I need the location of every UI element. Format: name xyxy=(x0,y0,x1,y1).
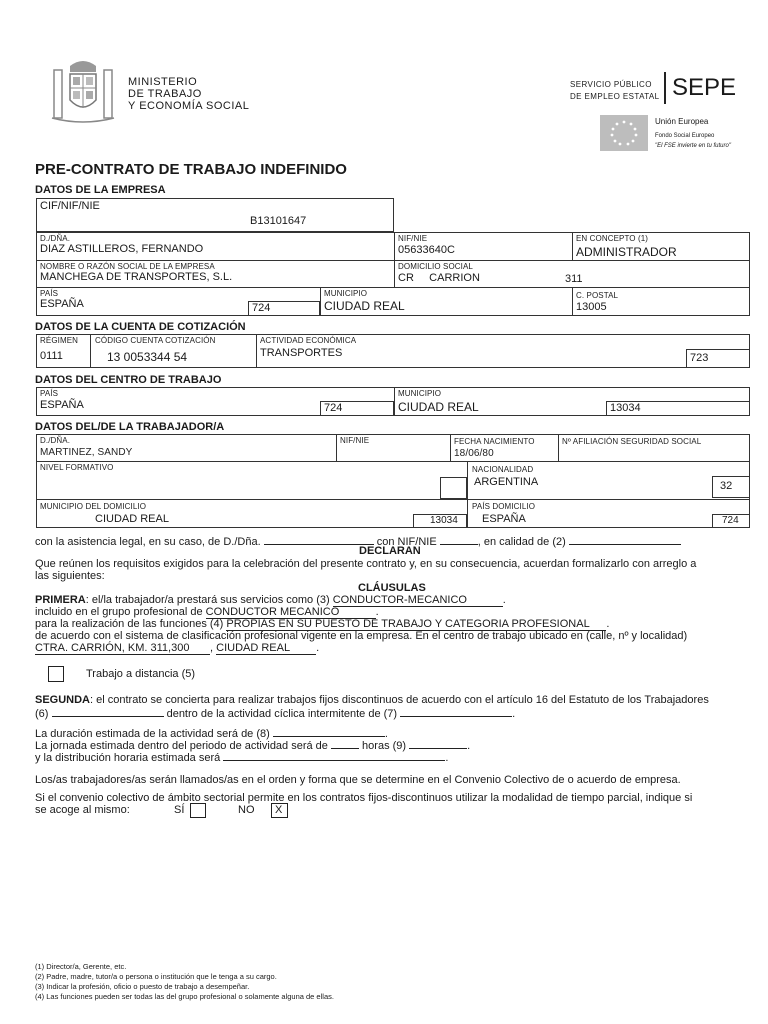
footnote-4: (4) Las funciones pueden ser todas las del grupo profesional o solamente alguna de ellas. xyxy=(35,992,334,1001)
empresa-concepto-label: EN CONCEPTO (1) xyxy=(576,234,649,243)
trabajador-municipio-code: 13034 xyxy=(430,515,458,526)
empresa-dna-label: D./DÑA. xyxy=(40,234,71,243)
primera-text: : el/la trabajador/a prestará sus servicios como (3) xyxy=(85,594,330,606)
trabajador-pais-label: PAÍS DOMICILIO xyxy=(472,502,536,511)
funciones-line: para la realización de las funciones (4) PROPIAS EN SU PUESTO DE TRABAJO Y CATEGORIA PROFESIONAL . xyxy=(35,618,610,630)
segunda-line-2: (6) dentro de la actividad cíclica intermitente de (7) . xyxy=(35,708,516,720)
grupo-text: incluido en el grupo profesional de xyxy=(35,606,203,618)
empresa-col-divider-2 xyxy=(572,232,573,260)
footnote-3: (3) Indicar la profesión, oficio o puesto de trabajo a desempeñar. xyxy=(35,982,250,991)
trabajador-dna-value: MARTINEZ, SANDY xyxy=(40,447,133,458)
si-checkbox[interactable] xyxy=(190,803,206,818)
asistencia-calidad-blank xyxy=(569,534,681,545)
empresa-municipio-label: MUNICIPIO xyxy=(324,289,368,298)
llamados-text: Los/as trabajadores/as serán llamados/as en el orden y forma que se determine en el Convenio Colectivo de o acuerdo de empresa. xyxy=(35,774,681,786)
empresa-concepto-value: ADMINISTRADOR xyxy=(576,245,677,259)
centro-line: CTRA. CARRIÓN, KM. 311,300 , CIUDAD REAL . xyxy=(35,642,320,654)
no-label: NO xyxy=(238,804,255,816)
trabajador-col-divider-3 xyxy=(558,434,559,461)
funciones-value: PROPIAS EN SU PUESTO DE TRABAJO Y CATEGORIA PROFESIONAL xyxy=(226,618,606,631)
centro-value-1: CTRA. CARRIÓN, KM. 311,300 xyxy=(35,642,210,655)
sepe-divider xyxy=(664,72,666,104)
cotizacion-actividad-code: 723 xyxy=(690,352,709,364)
jornada-text: La jornada estimada dentro del periodo de actividad será de xyxy=(35,740,328,752)
trabajador-nivel-label: NIVEL FORMATIVO xyxy=(40,463,114,472)
service-name-line1: SERVICIO PÚBLICO xyxy=(570,80,652,89)
section-empresa: DATOS DE LA EMPRESA xyxy=(35,184,166,196)
section-trabajador: DATOS DEL/DE LA TRABAJADOR/A xyxy=(35,421,225,433)
cotizacion-actividad-value: TRANSPORTES xyxy=(260,347,343,359)
clausulas-heading: CLÁUSULAS xyxy=(358,582,426,594)
grupo-line: incluido en el grupo profesional de CONDUCTOR MECANICO . xyxy=(35,606,379,618)
duracion-line: La duración estimada de la actividad será de (8) . xyxy=(35,728,388,740)
eu-name: Unión Europea xyxy=(655,117,709,126)
sepe-logo-text: SEPE xyxy=(672,74,737,101)
primera-line: PRIMERA: el/la trabajador/a prestará sus servicios como (3) CONDUCTOR-MECANICO . xyxy=(35,594,506,606)
trabajador-pais-code: 724 xyxy=(722,515,739,526)
distribucion-line: y la distribución horaria estimada será . xyxy=(35,752,449,764)
trabajador-afiliacion-label: Nº AFILIACIÓN SEGURIDAD SOCIAL xyxy=(562,437,702,446)
segunda-6: (6) xyxy=(35,708,49,720)
asistencia-text: con la asistencia legal, en su caso, de D./Dña. xyxy=(35,536,261,548)
empresa-col-divider-3 xyxy=(320,287,321,316)
cotizacion-regimen-label: RÉGIMEN xyxy=(40,336,79,345)
empresa-razon-value: MANCHEGA DE TRANSPORTES, S.L. xyxy=(40,271,233,283)
ministry-name-line2: DE TRABAJO xyxy=(128,88,202,100)
segunda-line xyxy=(35,694,709,706)
empresa-cp-label: C. POSTAL xyxy=(576,291,619,300)
asistencia-calidad-text: , en calidad de (2) xyxy=(477,536,566,548)
distribucion-text: y la distribución horaria estimada será xyxy=(35,752,221,764)
jornada-line: La jornada estimada dentro del periodo de actividad será de horas (9) . xyxy=(35,740,471,752)
empresa-nif-label: NIF/NIE xyxy=(398,234,428,243)
asistencia-name-blank xyxy=(264,534,374,545)
empresa-row-divider-1 xyxy=(36,260,750,261)
reunen-text: Que reúnen los requisitos exigidos para la celebración del presente contrato y, en su consecuencia, acuerdan formalizarlo con arreglo a xyxy=(35,558,697,570)
spain-coat-of-arms xyxy=(48,56,118,126)
trabajador-col-divider-2 xyxy=(450,434,451,461)
segunda-label: SEGUNDA xyxy=(35,694,91,706)
ministry-name-line3: Y ECONOMÍA SOCIAL xyxy=(128,100,250,112)
footnote-1: (1) Director/a, Gerente, etc. xyxy=(35,962,127,971)
primera-label: PRIMERA xyxy=(35,594,86,606)
trabajador-municipio-label: MUNICIPIO DEL DOMICILIO xyxy=(40,502,147,511)
centro-col-divider xyxy=(394,387,395,416)
asistencia-line xyxy=(35,534,681,548)
acoge-text: se acoge al mismo: xyxy=(35,804,130,816)
centro-value-2: CIUDAD REAL xyxy=(216,642,316,655)
trabajador-nacionalidad-value: ARGENTINA xyxy=(474,476,539,488)
trabajador-col-divider-4 xyxy=(467,461,468,528)
convenio-text: Si el convenio colectivo de ámbito sectorial permite en los contratos fijos-discontinuos utilizar la modalidad de tiempo parcial, indique si xyxy=(35,792,693,804)
empresa-col-divider-4 xyxy=(572,287,573,316)
empresa-pais-value: ESPAÑA xyxy=(40,298,84,310)
empresa-pais-code: 724 xyxy=(252,302,271,314)
trabajo-distancia-label: Trabajo a distancia (5) xyxy=(86,668,196,680)
empresa-municipio-value: CIUDAD REAL xyxy=(324,299,405,313)
trabajador-nivel-code-box xyxy=(440,477,467,499)
trabajador-row-divider-2 xyxy=(36,499,750,500)
distribucion-blank xyxy=(223,750,445,761)
trabajador-nacionalidad-label: NACIONALIDAD xyxy=(472,465,534,474)
trabajador-nif-label: NIF/NIE xyxy=(340,436,370,445)
no-checkbox-mark: X xyxy=(275,804,283,816)
page-title: PRE-CONTRATO DE TRABAJO INDEFINIDO xyxy=(35,161,347,178)
empresa-pais-label: PAÍS xyxy=(40,289,59,298)
grupo-value: CONDUCTOR MECANICO xyxy=(206,606,376,619)
eu-fund: Fondo Social Europeo xyxy=(655,133,715,139)
trabajador-col-divider-1 xyxy=(336,434,337,461)
empresa-domicilio-value: CR CARRION xyxy=(398,272,480,284)
eu-flag-icon xyxy=(600,115,648,151)
footnote-2: (2) Padre, madre, tutor/a o persona o institución que le tenga a su cargo. xyxy=(35,972,277,981)
cotizacion-codigo-label: CÓDIGO CUENTA COTIZACIÓN xyxy=(95,336,216,345)
asistencia-nif-blank xyxy=(440,534,478,545)
trabajador-fecha-label: FECHA NACIMIENTO xyxy=(454,437,535,446)
cotizacion-col-divider-1 xyxy=(90,334,91,368)
empresa-nif-value: 05633640C xyxy=(398,244,455,256)
asistencia-nif-text: con NIF/NIE xyxy=(376,536,437,548)
declaran-heading: DECLARAN xyxy=(359,545,421,557)
empresa-razon-label: NOMBRE O RAZÓN SOCIAL DE LA EMPRESA xyxy=(40,262,215,271)
section-centro: DATOS DEL CENTRO DE TRABAJO xyxy=(35,374,222,386)
ministry-name-line1: MINISTERIO xyxy=(128,76,198,88)
centro-pais-value: ESPAÑA xyxy=(40,399,84,411)
section-cotizacion: DATOS DE LA CUENTA DE COTIZACIÓN xyxy=(35,321,246,333)
primera-value: CONDUCTOR-MECANICO xyxy=(333,594,503,607)
cotizacion-codigo-value: 13 0053344 54 xyxy=(107,350,188,364)
cotizacion-col-divider-2 xyxy=(256,334,257,368)
no-checkbox[interactable] xyxy=(271,803,288,818)
trabajador-dna-label: D./DÑA. xyxy=(40,436,71,445)
centro-municipio-label: MUNICIPIO xyxy=(398,389,442,398)
trabajador-municipio-value: CIUDAD REAL xyxy=(95,513,169,525)
empresa-cif-label: CIF/NIF/NIE xyxy=(40,200,100,212)
centro-municipio-code: 13034 xyxy=(610,402,641,414)
centro-municipio-value: CIUDAD REAL xyxy=(398,400,479,414)
service-name-line2: DE EMPLEO ESTATAL xyxy=(570,92,660,101)
jornada-9-blank xyxy=(409,738,467,749)
empresa-domicilio-number: 311 xyxy=(565,273,583,285)
empresa-cp-value: 13005 xyxy=(576,301,607,313)
cotizacion-actividad-label: ACTIVIDAD ECONÓMICA xyxy=(260,336,357,345)
trabajador-fecha-value: 18/06/80 xyxy=(454,448,494,459)
acuerdo-text: de acuerdo con el sistema de clasificación profesional vigente en la empresa. En el centro de trabajo ubicado en (calle, nº y localidad) xyxy=(35,630,688,642)
trabajador-pais-value: ESPAÑA xyxy=(482,513,526,525)
segunda-7-text: dentro de la actividad cíclica intermitente de (7) xyxy=(166,708,398,720)
empresa-col-divider-1 xyxy=(394,232,395,287)
empresa-domicilio-label: DOMICILIO SOCIAL xyxy=(398,262,473,271)
empresa-dna-value: DIAZ ASTILLEROS, FERNANDO xyxy=(40,243,204,255)
trabajador-nacionalidad-code: 32 xyxy=(720,480,733,492)
segunda-7-blank xyxy=(400,706,512,717)
centro-pais-code: 724 xyxy=(324,402,343,414)
si-label: SÍ xyxy=(174,804,185,816)
trabajador-row-divider-1 xyxy=(36,461,750,462)
empresa-cif-value: B13101647 xyxy=(250,215,307,227)
eu-slogan: "El FSE invierte en tu futuro" xyxy=(655,143,731,149)
reunen-text-2: las siguientes: xyxy=(35,570,105,582)
jornada-hours-text: horas (9) xyxy=(362,740,407,752)
cotizacion-regimen-value: 0111 xyxy=(40,350,63,362)
duracion-blank xyxy=(273,726,385,737)
duracion-text: La duración estimada de la actividad será de (8) xyxy=(35,728,270,740)
funciones-text: para la realización de las funciones (4) xyxy=(35,618,224,630)
trabajo-distancia-checkbox[interactable] xyxy=(48,666,64,682)
empresa-row-divider-2 xyxy=(36,287,750,288)
centro-pais-label: PAÍS xyxy=(40,389,59,398)
segunda-text: : el contrato se concierta para realizar trabajos fijos discontinuos de acuerdo con el artículo 16 del Estatuto de los Trabajadores xyxy=(90,694,709,706)
jornada-hours-blank xyxy=(331,738,359,749)
segunda-6-blank xyxy=(52,706,164,717)
